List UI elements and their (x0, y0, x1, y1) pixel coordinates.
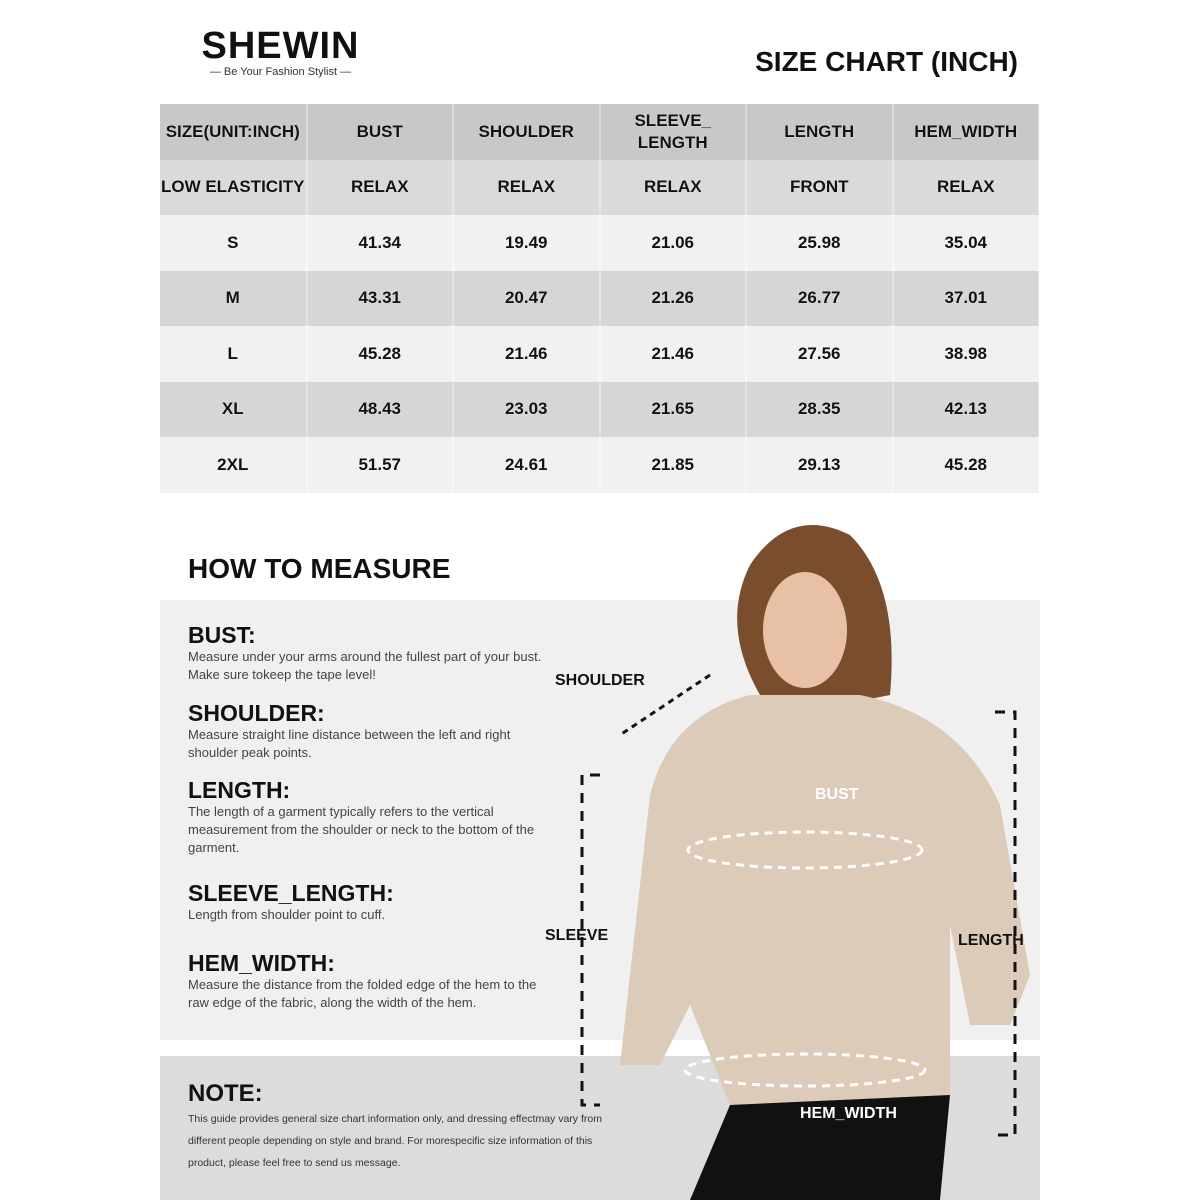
how-to-measure-title: HOW TO MEASURE (188, 553, 451, 584)
table-cell: 45.28 (893, 437, 1040, 493)
item-title: SLEEVE_LENGTH: (188, 880, 394, 906)
table-cell: 43.31 (307, 271, 454, 327)
table-cell: 37.01 (893, 271, 1040, 327)
table-cell: 21.26 (600, 271, 747, 327)
hoodie (620, 695, 1030, 1113)
brand-name: SHEWIN (201, 25, 360, 67)
table-cell: 20.47 (453, 271, 600, 327)
measure-length (188, 777, 548, 857)
item-title: BUST: (188, 622, 256, 648)
table-cell: 45.28 (307, 326, 454, 382)
table-cell: S (160, 215, 307, 271)
table-row (160, 271, 1039, 327)
table-cell: 35.04 (893, 215, 1040, 271)
table-row (160, 437, 1039, 493)
table-cell: 29.13 (746, 437, 893, 493)
table-cell: 19.49 (453, 215, 600, 271)
item-text: Length from shoulder point to cuff. (188, 907, 386, 922)
header-cell: BUST (307, 104, 454, 160)
table-cell: 51.57 (307, 437, 454, 493)
note-title: NOTE: (188, 1080, 263, 1107)
bust-label: BUST (815, 786, 859, 803)
table-cell: 41.34 (307, 215, 454, 271)
table-row (160, 215, 1039, 271)
shoulder-label: SHOULDER (555, 672, 645, 689)
table-cell: 23.03 (453, 382, 600, 438)
measure-bust (188, 622, 548, 684)
subheader-cell: RELAX (600, 160, 747, 216)
brand-tagline: — Be Your Fashion Stylist — (209, 66, 352, 78)
table-cell: 21.85 (600, 437, 747, 493)
item-text: Measure straight line distance between the left and right shoulder peak points. (188, 727, 511, 760)
table-cell: 24.61 (453, 437, 600, 493)
subheader-cell: RELAX (307, 160, 454, 216)
item-title: HEM_WIDTH: (188, 950, 335, 976)
table-cell: 26.77 (746, 271, 893, 327)
header-cell: HEM_WIDTH (893, 104, 1040, 160)
sleeve-label: SLEEVE (545, 927, 609, 944)
item-text: The length of a garment typically refers to the vertical measurement from the shoulder or neck to the bottom of the garment. (188, 804, 535, 855)
brand-logo (188, 26, 373, 78)
table-row (160, 382, 1039, 438)
table-cell: 21.65 (600, 382, 747, 438)
table-cell: 21.46 (600, 326, 747, 382)
subheader-cell: FRONT (746, 160, 893, 216)
size-table (160, 104, 1040, 493)
table-cell: 28.35 (746, 382, 893, 438)
subheader-cell: LOW ELASTICITY (160, 160, 307, 216)
table-cell: 2XL (160, 437, 307, 493)
header-cell: SHOULDER (453, 104, 600, 160)
item-text: Measure the distance from the folded edge of the hem to the raw edge of the fabric, along the width of the hem. (188, 977, 537, 1010)
table-subheader-row (160, 160, 1039, 216)
note-text: This guide provides general size chart information only, and dressing effectmay vary from different people depending on style and brand. For morespecific size information of this product, please feel free to send us message. (188, 1113, 602, 1169)
table-cell: 48.43 (307, 382, 454, 438)
table-cell: 21.46 (453, 326, 600, 382)
table-cell: 25.98 (746, 215, 893, 271)
model-photo (540, 505, 1040, 1200)
length-label: LENGTH (958, 932, 1024, 949)
table-cell: 42.13 (893, 382, 1040, 438)
face (763, 572, 847, 688)
item-text: Measure under your arms around the fullest part of your bust. Make sure tokeep the tape level! (188, 649, 542, 682)
hem-width-label: HEM_WIDTH (800, 1105, 897, 1122)
table-cell: 27.56 (746, 326, 893, 382)
table-cell: 21.06 (600, 215, 747, 271)
item-title: LENGTH: (188, 777, 291, 803)
page-title: SIZE CHART (INCH) (755, 46, 1018, 77)
header-cell: LENGTH (746, 104, 893, 160)
measure-shoulder (188, 700, 548, 762)
table-cell: L (160, 326, 307, 382)
table-row (160, 326, 1039, 382)
table-cell: XL (160, 382, 307, 438)
table-cell: M (160, 271, 307, 327)
table-cell: 38.98 (893, 326, 1040, 382)
table-header-row (160, 104, 1039, 160)
item-title: SHOULDER: (188, 700, 325, 726)
measure-hem (188, 950, 548, 1012)
subheader-cell: RELAX (893, 160, 1040, 216)
header-cell: SLEEVE_ LENGTH (600, 104, 747, 160)
header-cell: SIZE(UNIT:INCH) (160, 104, 307, 160)
measure-sleeve (188, 880, 548, 924)
subheader-cell: RELAX (453, 160, 600, 216)
